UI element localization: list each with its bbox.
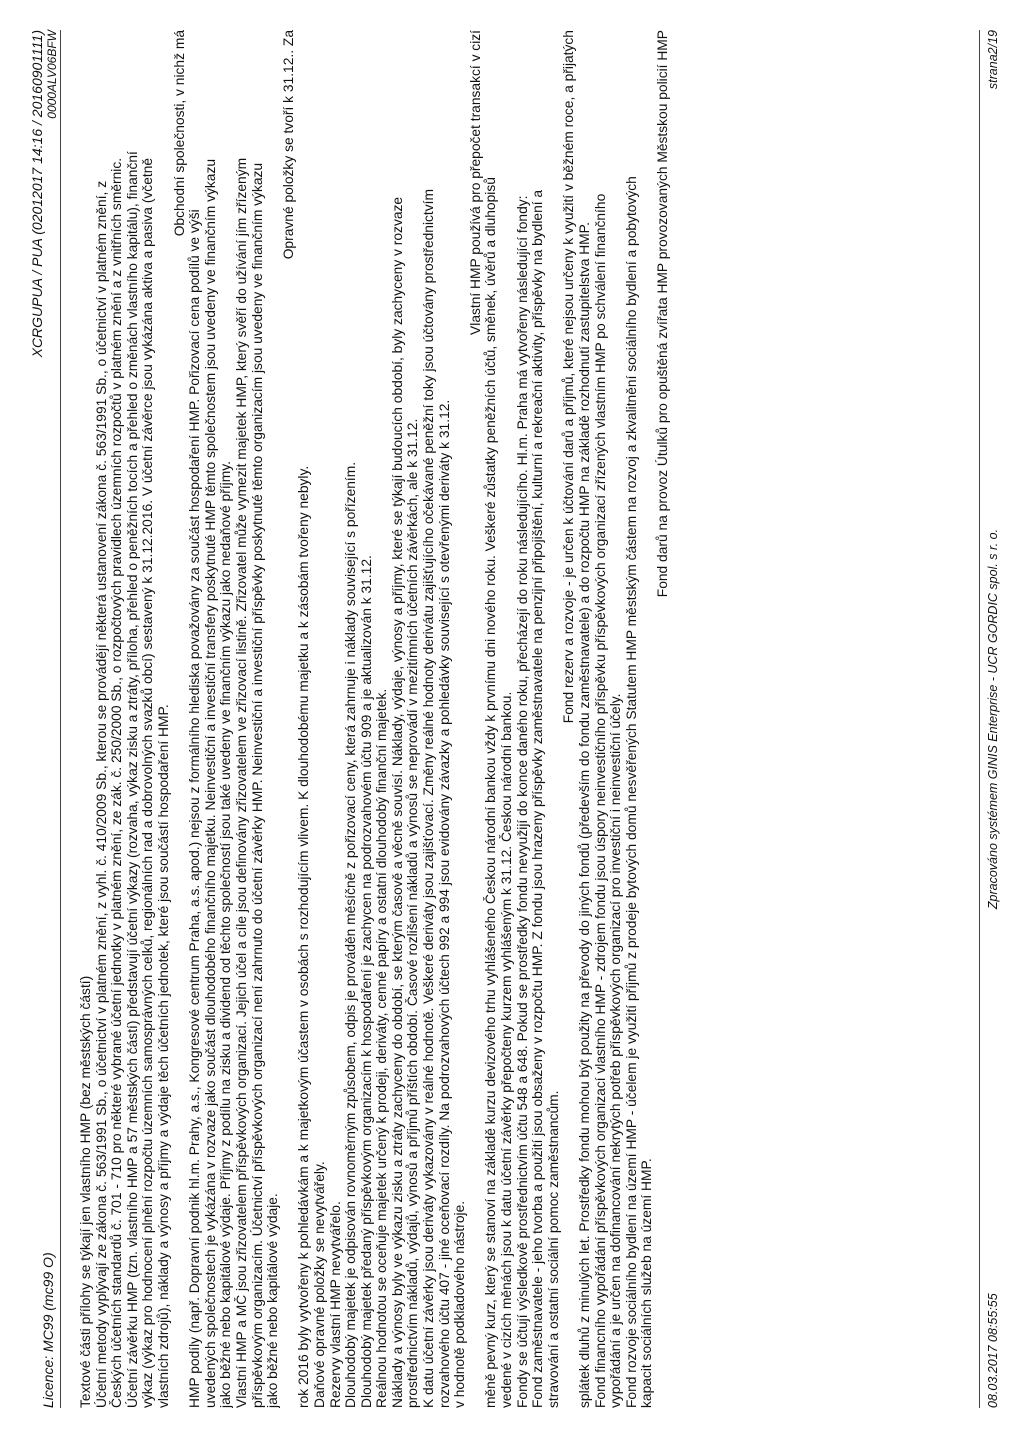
text-line: prostřednictvím nákladů, výdajů, výnosů a příjmů příštích období. Časové rozlišení nákladů a výnosů se neprovádí v mezitímních účetních závěrkách, ale k 31.12.	[405, 418, 421, 1408]
text-line: jako běžné nebo kapitálové výdaje. Příjmy z podílu na zisku a dividend od těchto společností jsou také uvedeny ve finančním výkazu jako nedaňové příjmy.	[218, 461, 234, 1408]
text-line: vlastních zdrojů), náklady a výnosy a příjmy a výdaje těch účetních jednotek, které jsou součástí hospodaření HMP.	[155, 704, 171, 1408]
text-line: uvedených společnostech je vykázána v rozvaze jako součást dlouhodobého finančního majetku. Neinvestiční a investiční transfery poskytnuté HMP těmto společnostem jsou uvedeny ve finančním výkazu	[202, 158, 218, 1408]
page-header	[30, 30, 61, 1408]
text-line: jako běžné nebo kapitálové výdaje.	[265, 1193, 281, 1408]
document-id-main: XCRGUPUA / PUA (02012017 14:16 / 20160901111)	[29, 30, 45, 358]
text-line: vypořádání a je určen na dofinancování nekrytých potřeb příspěvkových organizací pro investiční i neinvestiční účely.	[608, 693, 624, 1408]
text-line: kapacit sociálních služeb na území HMP.	[639, 1158, 655, 1408]
text-line: Dlouhodobý majetek předaný příspěvkovým organizacím k hospodaření je zachycen na podrozvahovém účtu 909 a je aktualizován k 31.12.	[358, 555, 374, 1408]
document-body	[78, 30, 671, 1408]
text-line: vedené v cizích měnách jsou k datu účetní závěrky přepočteny kurzem vyhlášeným k 31.12. Českou národní bankou.	[499, 691, 515, 1408]
text-line: Vlastní HMP a MČ jsou zřizovatelem příspěvkových organizací. Jejich účel a cíle jsou definovány zřizovatelem ve zřizovací listině. Zřizovatel může vymezit majetek HMP, který svěří do užívání jím zřízeným	[233, 157, 249, 1408]
document-id-sub: 0000ALV06BFW	[45, 30, 59, 119]
text-line: Fond zaměstnavatele - jeho tvorba a použití jsou obsaženy v rozpočtu HMP. Z fondu jsou hrazeny příspěvky zaměstnavatele na penzijní připojištění, kulturní a rekreační aktivity, příspěvky na bydlení a	[530, 189, 546, 1408]
text-line: Fondy se účtují výsledkově prostřednictvím účtu 548 a 648. Pokud se prostředky fondu nevyužijí do konce daného roku, přecházejí do roku následujícího. Hl.m. Praha má vytvořeny následující fondy:	[514, 195, 530, 1408]
text-line: Textové části přílohy se týkají jen vlastního HMP (bez městských částí)	[78, 975, 93, 1408]
text-line: Dlouhodobý majetek je odpisován rovnoměrným způsobem, odpis je prováděn měsíčně z pořizovací ceny, která zahrnuje i náklady související s pořízením.	[343, 461, 359, 1408]
document-id	[30, 30, 60, 357]
text-line: Fond financního vypořádání příspěvkových organizací vlastního HMP - zdrojem fondu jsou úspory neinvestičního příspěvku příspěvkových organizací zřízených vlastním HMP po schválení finančního	[592, 193, 608, 1408]
text-line: Reálnou hodnotou se oceňuje majetek určený k prodeji, deriváty, cenné papíry a ostatní dlouhodobý finanční majetek.	[374, 688, 390, 1408]
text-line: v hodnotě podkladového nástroje.	[452, 1200, 468, 1408]
text-line: Účetní závěrku HMP (tzn. vlastního HMP a 57 městských částí) představují účetní výkazy (rozvaha, výkaz zisku a ztráty, příloha, přehled o peněžních tocích a přehled o změnách vlastního kapitálu), finanční	[124, 151, 140, 1408]
text-line: rok 2016 byly vytvořeny k pohledávkám a k majetkovým účastem v osobách s rozhodujícím vlivem. K dlouhodobému majetku a k zásobám tvořeny nebyly.	[296, 465, 312, 1408]
text-line-indented: Fond darů na provoz Útulků pro opuštěná zvířata HMP provozovaných Městskou policií HMP	[654, 30, 670, 598]
text-line: splátek dluhů z minulých let. Prostředky fondu mohou být použity na převody do jiných fondů (především do fondu zaměstnavatele) a do rozpočtu HMP na základě rozhodnutí zastupitelstva HMP.	[577, 222, 592, 1408]
text-line: Fond rozvoje sociálního bydlení na území HMP - účelem je využití příjmů z prodeje bytových domů nesvěřených Statutem HMP městským částem na rozvoj a zkvalitnění sociálního bydlení a pobytových	[623, 176, 639, 1408]
text-line: rozvahového účtu 407 - jiné oceňovací rozdíly. Na podrozvahových účtech 992 a 994 jsou evidovány závazky a pohledávky související s otevřenými deriváty k 31.12.	[436, 399, 452, 1408]
print-date: 08.03.2017 08:55:55	[986, 1293, 1000, 1408]
text-line: HMP podíly (např. Dopravní podnik hl.m. Prahy, a.s., Kongresové centrum Praha, a.s. apod.) nejsou z formálního hlediska považovány za součást hospodaření HMP. Pořizovací cena podílů ve výši	[187, 209, 203, 1408]
text-line: příspěvkovým organizacím. Účetnictví příspěvkových organizací není zahrnuto do účetní závěrky HMP. Neinvestiční a investiční příspěvky poskytnuté těmto organizacím jsou uvedeny ve finančním výkazu	[249, 162, 265, 1408]
text-line: Českých účetních standardů č. 701 - 710 pro některé vybrané účetní jednotky v platném znění, ze zák. č. 250/2000 Sb., o rozpočtových pravidlech územních rozpočtů v platném znění a z vnitřních směrnic.	[109, 157, 125, 1408]
text-line-indented: Vlastní HMP používá pro přepočet transakcí v cizí	[467, 30, 483, 335]
text-line: Účetní metody vyplývají ze zákona č. 563/1991 Sb., o účetnictví v platném znění, z vyhl. č. 410/2009 Sb., kterou se provádějí některá ustanovení zákona č. 563/1991 Sb., o účetnictví v platném znění, z	[93, 180, 109, 1408]
system-note: Zpracováno systémem GINIS Enterprise - UCR GORDIC spol. s r. o.	[986, 528, 1000, 910]
text-line-indented: Opravné položky se tvoří k 31.12.. Za	[280, 30, 296, 260]
text-line: měně pevný kurz, který se stanoví na základě kurzu devizového trhu vyhlášeného Českou národní bankou vždy k prvnímu dni nového roku. Veškeré zůstatky peněžních účtů, směnek, úvěrů a dluhopisů	[483, 177, 499, 1408]
text-line: Rezervy vlastní HMP nevytvářelo.	[327, 1201, 343, 1408]
page-number: strana2/19	[986, 30, 1000, 90]
text-line: výkaz (výkaz pro hodnocení plnění rozpočtu územních samosprávných celků, regionálních rad a dobrovolných svazků obcí) sestavený k 31.12.2016. V účetní závěrce jsou vykázána aktiva a pasiva (včetně	[140, 157, 156, 1408]
text-line-indented: Fond rezerv a rozvoje - je určen k účtování darů a příjmů, které nejsou určeny k využití v běžném roce, a přijatých	[561, 30, 577, 724]
text-line: Daňové opravné položky se nevytvářely.	[311, 1161, 327, 1408]
text-line: Náklady a výnosy byly ve výkazu zisku a ztráty zachyceny do období, se kterým časově a věcně souvisí. Náklady, výdaje, výnosy a příjmy, které se týkají budoucích období, byly zachyceny v rozvaze	[389, 196, 405, 1408]
text-line: stravování a ostatní sociální pomoc zaměstnancům.	[545, 1090, 561, 1408]
licence-label: Licence: MC99 (mc99 O)	[40, 1252, 56, 1408]
text-line: K datu účetní závěrky jsou deriváty vykazovány v reálné hodnotě. Veškeré deriváty jsou zajišťovací. Změny reálné hodnoty derivátu zajišťujícího očekávané peněžní toky jsou účtovány prostřednictvím	[421, 189, 437, 1408]
text-line-indented: Obchodní společnosti, v nichž má	[171, 30, 187, 237]
page-footer	[979, 30, 1004, 1408]
